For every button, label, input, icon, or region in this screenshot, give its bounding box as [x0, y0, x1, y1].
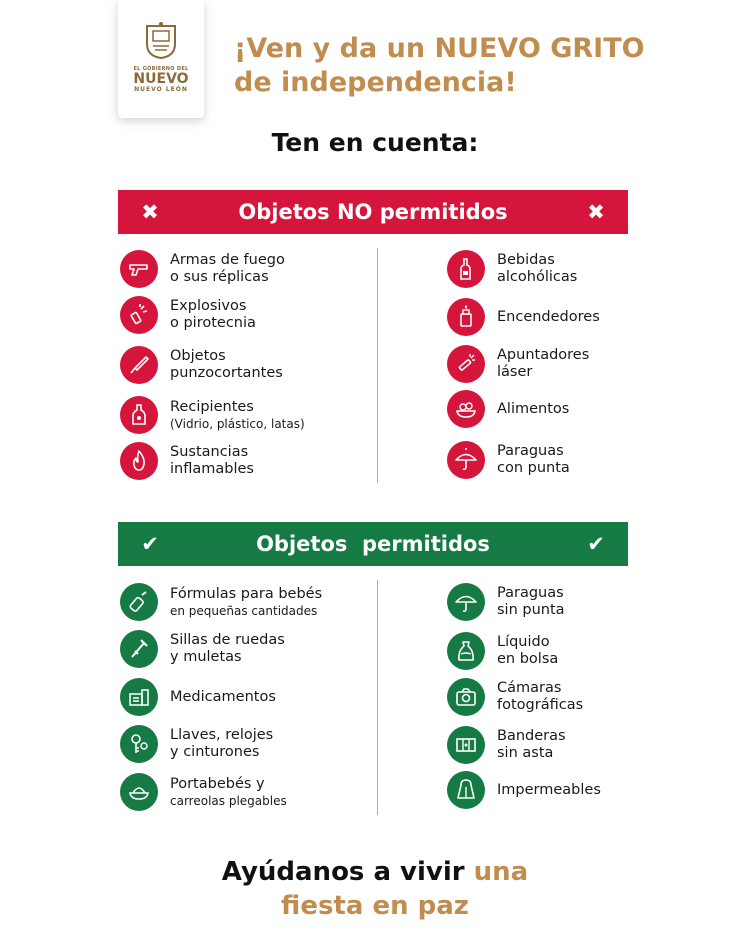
umbrella-icon: [447, 583, 485, 621]
allowed-item-wheelchairs: Sillas de ruedas y muletas: [120, 630, 285, 668]
footer-message: [0, 855, 750, 923]
headline: [234, 32, 734, 100]
allowed-column-divider: [377, 580, 378, 815]
allowed-item-cameras: Cámaras fotográficas: [447, 678, 583, 716]
check-mark-icon: ✔: [587, 532, 605, 556]
headline-line-2: de independencia!: [234, 67, 517, 98]
knife-icon: [120, 346, 158, 384]
prohibited-column-divider: [377, 248, 378, 483]
baby-carrier-icon: [120, 773, 158, 811]
headline-line-1: ¡Ven y da un NUEVO GRITO: [234, 33, 645, 64]
keys-icon: [120, 725, 158, 763]
subhead: Ten en cuenta:: [271, 128, 479, 157]
food-icon: [447, 390, 485, 428]
allowed-item-baby-carrier: Portabebés y carreolas plegables: [120, 773, 287, 811]
gun-icon: [120, 250, 158, 288]
umbrella-icon: [447, 441, 485, 479]
raincoat-icon: [447, 771, 485, 809]
medicine-icon: [120, 678, 158, 716]
baby-bottle-icon: [120, 583, 158, 621]
allowed-item-flags: Banderas sin asta: [447, 726, 566, 764]
government-logo: [118, 0, 204, 118]
prohibited-item-sharp: Objetos punzocortantes: [120, 346, 283, 384]
flame-icon: [120, 442, 158, 480]
logo-line-2: NUEVO: [133, 71, 189, 87]
allowed-item-formula: Fórmulas para bebés en pequeñas cantidades: [120, 583, 322, 621]
flag-icon: [447, 726, 485, 764]
firework-icon: [120, 296, 158, 334]
lighter-icon: [447, 298, 485, 336]
logo-line-1: EL GOBIERNO DEL: [133, 66, 189, 72]
prohibited-item-umbrella: Paraguas con punta: [447, 441, 570, 479]
allowed-item-raincoats: Impermeables: [447, 771, 601, 809]
allowed-banner: [118, 522, 628, 566]
allowed-item-umbrella: Paraguas sin punta: [447, 583, 565, 621]
allowed-item-liquid: Líquido en bolsa: [447, 632, 558, 670]
crutch-icon: [120, 630, 158, 668]
bottle-icon: [120, 396, 158, 434]
prohibited-item-explosives: Explosivos o pirotecnia: [120, 296, 256, 334]
prohibited-item-containers: Recipientes (Vidrio, plástico, latas): [120, 396, 305, 434]
prohibited-item-laser: Apuntadores láser: [447, 345, 589, 383]
allowed-item-keys: Llaves, relojes y cinturones: [120, 725, 273, 763]
allowed-title: Objetos permitidos: [256, 532, 490, 556]
footer-line-2: fiesta en paz: [281, 891, 469, 921]
check-mark-icon: ✔: [141, 532, 159, 556]
prohibited-item-flammable: Sustancias inflamables: [120, 442, 254, 480]
liquid-bag-icon: [447, 632, 485, 670]
prohibited-item-alcohol: Bebidas alcohólicas: [447, 250, 577, 288]
footer-line-1: Ayúdanos a vivir una: [221, 857, 529, 887]
x-mark-icon: ✖: [587, 200, 605, 224]
prohibited-title: Objetos NO permitidos: [238, 200, 508, 224]
allowed-item-medicine: Medicamentos: [120, 678, 276, 716]
liquor-bottle-icon: [447, 250, 485, 288]
prohibited-item-lighters: Encendedores: [447, 298, 600, 336]
laser-pointer-icon: [447, 345, 485, 383]
prohibited-item-weapons: Armas de fuego o sus réplicas: [120, 250, 285, 288]
camera-icon: [447, 678, 485, 716]
coat-of-arms-icon: [118, 22, 204, 64]
logo-line-3: NUEVO LEÓN: [134, 86, 188, 93]
prohibited-item-food: Alimentos: [447, 390, 569, 428]
prohibited-banner: [118, 190, 628, 234]
x-mark-icon: ✖: [141, 200, 159, 224]
